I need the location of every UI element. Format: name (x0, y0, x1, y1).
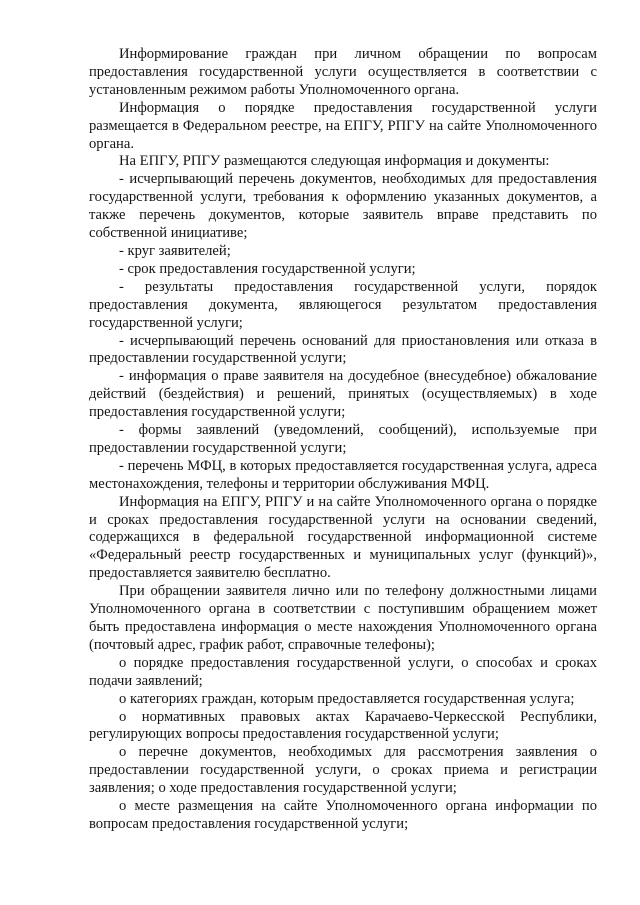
list-item-results: - результаты предоставления государственной услуги, порядок предоставления документа, являющегося результатом предоставления государственной услуги; (89, 278, 597, 331)
list-item-service-term: - срок предоставления государственной услуги; (119, 260, 416, 277)
list-item-categories: о категориях граждан, которым предоставляется государственная услуга; (119, 690, 575, 707)
list-item-website-info: о месте размещения на сайте Уполномоченного органа информации по вопросам предоставления государственной услуги; (89, 798, 597, 832)
paragraph-personal-appeal: При обращении заявителя лично или по телефону должностными лицами Уполномоченного органа в соответствии с поступившим обращением может быть предоставлена информация о месте нахождения Уполномоченного органа (почтовый адрес, график работ, справочные телефоны); (89, 583, 597, 653)
list-item-procedure: о порядке предоставления государственной услуги, о способах и сроках подачи заявлений; (89, 654, 597, 689)
list-item-applicants: - круг заявителей; (119, 242, 231, 259)
list-item-forms: - формы заявлений (уведомлений, сообщений), используемые при предоставлении государственной услуги; (89, 422, 597, 456)
paragraph-free-information: Информация на ЕПГУ, РПГУ и на сайте Уполномоченного органа о порядке и сроках предоставления государственной услуги на основании сведений, содержащихся в федеральной государственной информационной системе «Федеральный реестр государственных и муниципальных услуг (функций)», предоставляется заявителю бесплатно. (89, 493, 597, 582)
list-item-mfc: - перечень МФЦ, в которых предоставляется государственная услуга, адреса местонахождения, телефоны и территории обслуживания МФЦ. (89, 457, 597, 492)
paragraph-info-placement: Информация о порядке предоставления государственной услуги размещается в Федеральном реестре, на ЕПГУ, РПГУ на сайте Уполномоченного органа. (89, 99, 597, 152)
list-item-refusal-grounds: - исчерпывающий перечень оснований для приостановления или отказа в предоставлении государственной услуги; (89, 332, 597, 367)
list-item-document-list: о перечне документов, необходимых для рассмотрения заявления о предоставлении государственной услуги, о сроках приема и регистрации заявления; о ходе предоставления государственной услуги; (89, 744, 597, 797)
list-item-documents: - исчерпывающий перечень документов, необходимых для предоставления государственной услуги, требования к оформлению указанных документов, а также перечень документов, которые заявитель вправе представить по собственной инициативе; (89, 171, 597, 242)
paragraph-portal-info-intro: На ЕПГУ, РПГУ размещаются следующая информация и документы: (119, 153, 550, 170)
list-item-appeal-right: - информация о праве заявителя на досудебное (внесудебное) обжалование действий (бездействия) и решений, принятых (осуществляемых) в ходе предоставления государственной услуги; (89, 368, 597, 421)
list-item-legal-acts: о нормативных правовых актах Карачаево-Черкесской Республики, регулирующих вопросы предоставления государственной услуги; (89, 708, 597, 743)
paragraph-informing-citizens: Информирование граждан при личном обращении по вопросам предоставления государственной услуги осуществляется в соответствии с установленным режимом работы Уполномоченного органа. (89, 46, 597, 98)
document-page (89, 46, 597, 834)
